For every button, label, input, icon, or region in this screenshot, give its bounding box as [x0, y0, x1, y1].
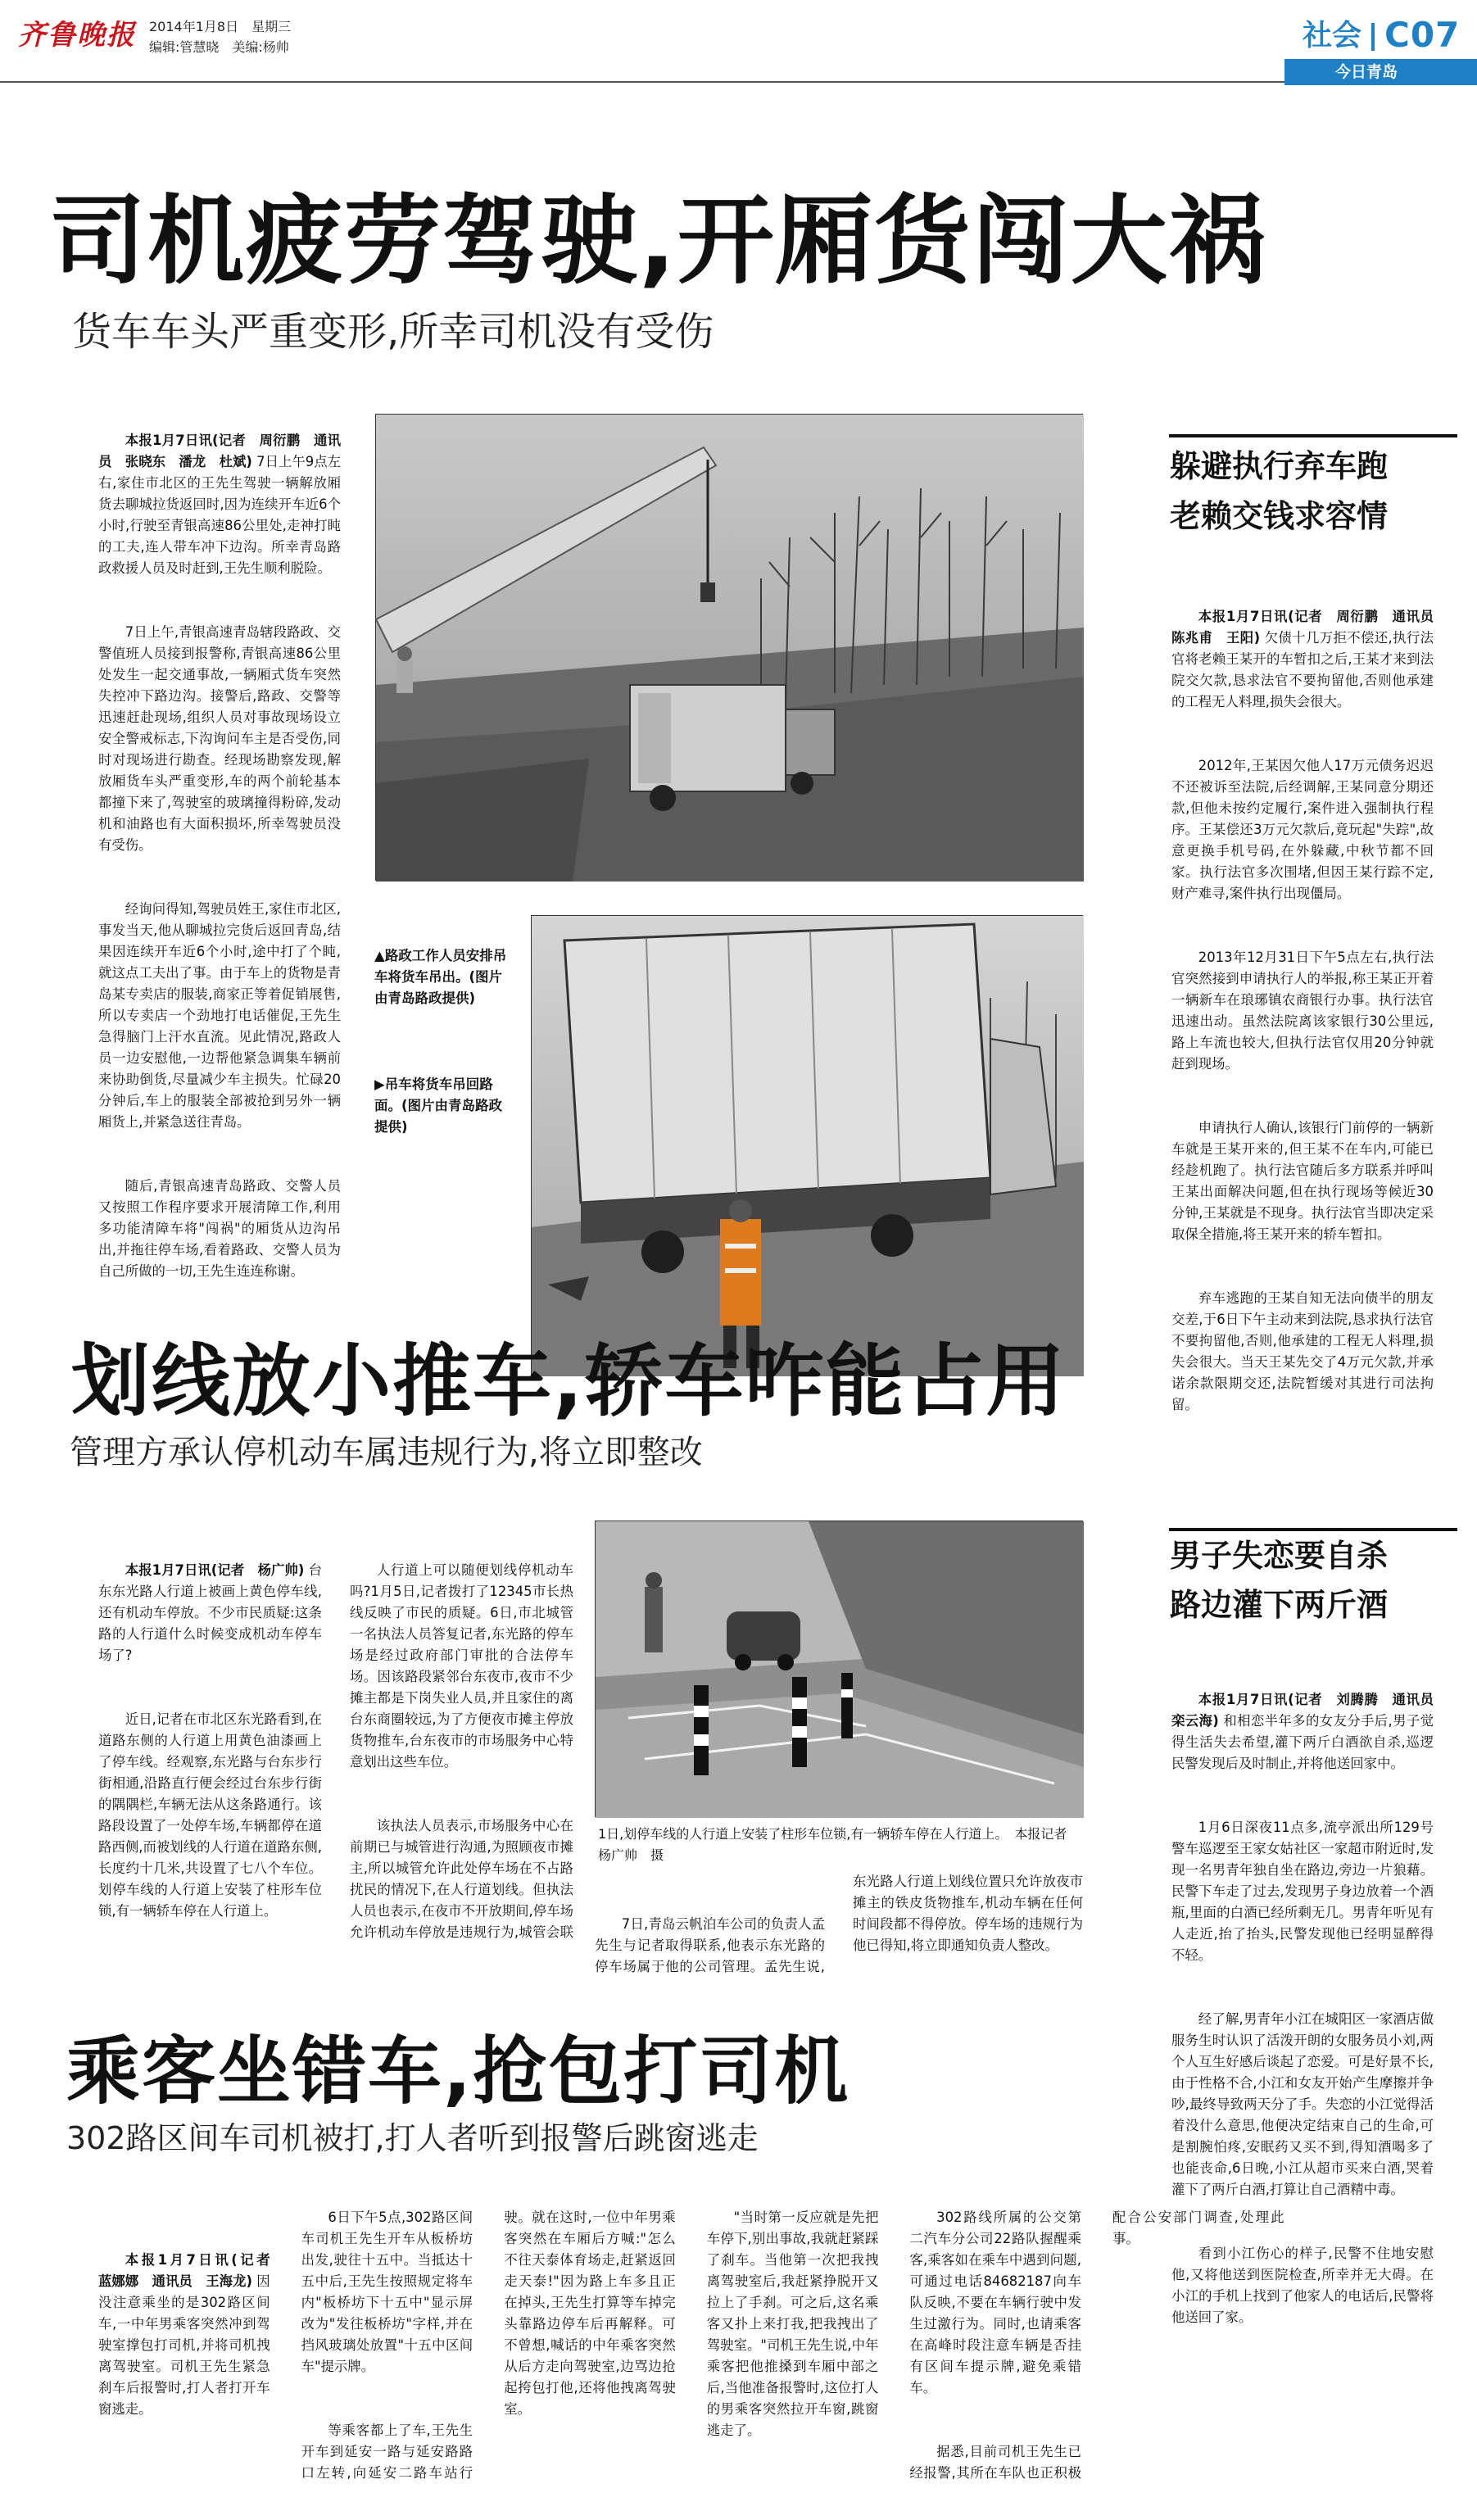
story3-para-2: 6日下午5点,302路区间车司机王先生开车从板桥坊出发,驶往十五中。当抵达十五中后,王先生按照规定将车内"板桥坊下十五中"显示屏改为"发往板桥坊"字样,并在挡风玻璃处放置"十五中区间车"提示牌。 [301, 2210, 473, 2374]
story1-para-3: 经询问得知,驾驶员姓王,家住市北区,事发当天,他从聊城拉完货后返回青岛,结果因连续开车近6个小时,途中打了个盹,就这点工夫出了事。由于车上的货物是青岛某专卖店的服装,商家正等着促销展售,所以专卖店一个劲地打电话催促,王先生急得脑门上汗水直流。见此情况,路政人员一边安慰他,一边帮他紧急调集车辆前来协助倒货,尽量减少车主损失。忙碌20分钟后,车上的服装全部被抢到另外一辆厢货上,并紧急送往青岛。 [98, 901, 341, 1130]
story3-byline: 本报1月7日讯(记者 蓝娜娜 通讯员 王海龙) [98, 2252, 283, 2289]
story2-para-3: 人行道上可以随便划线停机动车吗?1月5日,记者拨打了12345市长热线反映了市民的质疑。6日,市北城管一名执法人员答复记者,东光路的停车场是经过政府部门审批的合法停车场。因该路段紧邻台东夜市,夜市不少摊主都是下岗失业人员,并且家住的离台东商圈较远,为了方便夜市摊主停放货物推车,台东夜市的市场服务中心特意划出这些车位。 [350, 1562, 573, 1770]
story3-para-5: 302路线所属的公交第二汽车分公司22路队握醒乘客,乘客如在乘车中遇到问题,可通过电话84682187向车队反映,不要在车辆行驶中发生过激行为。同时,也请乘客在高峰时段注意车辆是否挂有区间车提示牌,避免乘错车。 [909, 2210, 1081, 2395]
side2-headline-line1: 男子失恋要自杀 [1170, 1538, 1389, 1574]
story3-body [98, 2207, 1284, 2500]
side2-headline-line2: 路边灌下两斤酒 [1170, 1587, 1389, 1623]
story3-para-1: 因没注意乘坐的是302路区间车,一中年男乘客突然冲到驾驶室撑包打司机,并将司机拽离驾驶室。司机王先生紧急刹车后报警时,打人者打开车窗逃走。 [98, 2273, 270, 2417]
story2-subhead: 管理方承认停机动车属违规行为,将立即整改 [70, 1434, 703, 1471]
story1-caption-2: ▶吊车将货车吊回路面。(图片由青岛路政提供) [374, 1076, 503, 1135]
story1-para-4: 随后,青银高速青岛路政、交警人员又按照工作程序要求开展清障工作,利用多功能清障车将"闯祸"的厢货从边沟吊出,并拖往停车场,看着路政、交警人员为自己所做的一切,王先生连连称谢。 [98, 1178, 341, 1279]
sidebar-mid-rule [1169, 1528, 1457, 1531]
sidebar-top-rule [1169, 434, 1457, 437]
story3-para-4: "当时第一反应就是先把车停下,别出事故,我就赶紧踩了刹车。当他第一次把我拽离驾驶室后,我赶紧挣脱开又拉上了手刹。可之后,这名乘客又扑上来打我,把我拽出了驾驶室。"司机王先生说,中年乘客把他推搡到车厢中部之后,当他准备报警时,这位打人的男乘客突然拉开车窗,跳窗逃走了。 [706, 2210, 879, 2438]
side1-body [1171, 564, 1448, 1469]
masthead-rule [0, 81, 1284, 83]
side2-para-1: 和相恋半年多的女友分手后,男子觉得生活失去希望,灌下两斤白酒欲自杀,巡逻民警发现后及时制止,并将他送回家中。 [1171, 1713, 1434, 1771]
side1-para-5: 弃车逃跑的王某自知无法向债半的朋友交差,于6日下午主动来到法院,恳求执行法官不要拘留他,否则,他承建的工程无人料理,损失会很大。当天王某先交了4万元欠款,并承诺余款限期交还,法院暂缓对其进行司法拘留。 [1171, 1290, 1434, 1412]
story1-photo-truck [531, 915, 1083, 1376]
story2-byline: 本报1月7日讯(记者 杨广帅) [125, 1562, 305, 1578]
subsection-label: 今日青岛 [1335, 63, 1398, 81]
story1-caption-1: ▲路政工作人员安排吊车将货车吊出。(图片由青岛路政提供) [374, 948, 507, 1006]
page-number: C07 [1384, 15, 1461, 55]
story2-photo-bollards [595, 1521, 1083, 1817]
story3-subhead: 302路区间车司机被打,打人者听到报警后跳窗逃走 [66, 2120, 759, 2156]
side1-para-4: 申请执行人确认,该银行门前停的一辆新车就是王某开来的,但王某不在车内,可能已经趁机跑了。执行法官随后多方联系并呼叫王某出面解决问题,但在执行现场等候近30分钟,王某就是不现身。执行法官当即决定采取保全措施,将王某开来的轿车暂扣。 [1171, 1120, 1434, 1242]
story1-body [98, 388, 341, 1371]
story1-para-1: 7日上午9点左右,家住市北区的王先生驾驶一辆解放厢货去聊城拉货返回时,因为连续开车近6个小时,行驶至青银高速86公里处,走神打盹的工夫,连人带车冲下边沟。所幸青岛路政救援人员及时赶到,王先生顺利脱险。 [98, 454, 342, 576]
side2-para-2: 1月6日深夜11点多,流亭派出所129号警车巡逻至王家女姑社区一家超市附近时,发现一名男青年独自坐在路边,旁边一片狼藉。民警下车走了过去,发现男子身边放着一个酒瓶,里面的白酒已经所剩无几。男青年听见有人走近,抬了抬头,民警发现他已经明显醉得不轻。 [1171, 1820, 1434, 1963]
story2-headline: 划线放小推车,轿车咋能占用 [71, 1335, 1067, 1427]
story2-para-2: 近日,记者在市北区东光路看到,在道路东侧的人行道上用黄色油漆画上了停车线。经观察,东光路与台东步行街相通,沿路直行便会经过台东步行街的隅隅栏,车辆无法从这条路通行。该路段设置了一处停车场,车辆都停在道路西侧,而被划线的人行道在道路东侧,长度约十几米,共设置了七八个车位。划停车线的人行道上安装了柱形车位锁,有一辆轿车停在人行道上。 [98, 1711, 322, 1919]
side1-para-3: 2013年12月31日下午5点左右,执行法官突然接到申请执行人的举报,称王某正开着一辆新车在琅琊镇农商银行办事。执行法官迅速出动。虽然法院离该家银行30公里远,路上车流也较大,但执行法官仅用20分钟就赶到现场。 [1171, 950, 1434, 1072]
story3-para-6: 据悉,目前司机王先生已经报警,其所在车队也正积极配合公安部门调查,处理此事。 [909, 2210, 1284, 2481]
side1-byline: 本报1月7日讯(记者 周衍鹏 通讯员 陈兆甫 王阳) [1171, 609, 1448, 646]
story2-body [98, 1517, 573, 1947]
story1-para-2: 7日上午,青银高速青岛辖段路政、交警值班人员接到报警称,青银高速86公里处发生一起交通事故,一辆厢式货车突然失控冲下路边沟。接警后,路政、交警等迅速赶赴现场,组织人员对事故现场设立安全警戒标志,下沟询问车主是否受伤,同时对现场进行勘查。经现场勘察发现,解放厢货车头严重变形,车的两个前轮基本都撞下来了,驾驶室的玻璃撞得粉碎,发动机和油路也有大面积损坏,所幸驾驶员没有受伤。 [98, 624, 341, 853]
side1-para-2: 2012年,王某因欠他人17万元债务迟迟不还被诉至法院,后经调解,王某同意分期还款,但他未按约定履行,案件进入强制执行程序。王某偿还3万元欠款后,竟玩起"失踪",故意更换手机号码,在外躲藏,中秋节都不回家。执行法官多次围堵,但因王某行踪不定,财产难寻,案件执行出现僵局。 [1171, 758, 1434, 901]
issue-date: 2014年1月8日 星期三 [149, 19, 292, 34]
side2-byline: 本报1月7日讯(记者 刘腾腾 通讯员 栾云海) [1171, 1692, 1448, 1729]
side2-para-4: 看到小江伤心的样子,民警不住地安慰他,又将他送到医院检查,所幸并无大碍。在小江的手机上找到了他家人的电话后,民警将他送回了家。 [1171, 2246, 1434, 2325]
paper-logo: 齐鲁晚报 [18, 19, 136, 52]
section-title: 社会 [1303, 19, 1362, 52]
story2-para-4: 该执法人员表示,市场服务中心在前期已与城管进行沟通,为照顾夜市摊主,所以城管允许此处停车场在不占路扰民的情况下,在人行道划线。但执法人员也表示,在夜市不开放期间,停车场允许机动车停放是违规行为,城管会联 [350, 1818, 573, 1940]
masthead [0, 0, 1477, 82]
story2-caption: 1日,划停车线的人行道上安装了柱形车位锁,有一辆轿车停在人行道上。 本报记者 杨广帅 摄 [598, 1826, 1081, 1863]
side1-headline-line2: 老赖交钱求容情 [1170, 498, 1389, 534]
side2-para-3: 经了解,男青年小江在城阳区一家酒店做服务生时认识了活泼开朗的女服务员小刘,两个人互生好感后谈起了恋爱。可是好景不长,由于性格不合,小江和女友开始产生摩擦并争吵,最终导致两天分了手。失恋的小江觉得活着没什么意思,他便决定结束自己的生命,可是割腕怕疼,安眠药又买不到,得知酒喝多了也能丧命,6日晚,小江从超市买来白酒,哭着灌下了两斤白酒,打算让自己酒精中毒。 [1171, 2011, 1434, 2197]
editors-line: 编辑:管慧晓 美编:杨帅 [149, 39, 289, 55]
story1-headline: 司机疲劳驾驶,开厢货闯大祸 [49, 184, 1267, 297]
story1-byline: 本报1月7日讯(记者 周衍鹏 通讯员 张晓东 潘龙 杜斌) [98, 433, 341, 469]
side1-headline-line1: 躲避执行弃车跑 [1170, 448, 1389, 484]
section-separator [1371, 23, 1375, 51]
story1-subhead: 货车车头严重变形,所幸司机没有受伤 [72, 309, 714, 355]
story3-para-3: 等乘客都上了车,王先生开车到延安一路与延安路路口左转,向延安二路车站行驶。就在这时,一位中年男乘客突然在车厢后方喊:"怎么不往天泰体育场走,赶紧返回走天泰!"因为路上车多且正在掉头,王先生打算等车掉完头靠路边停车后再解释。可不曾想,喊话的中年乘客突然从后方走向驾驶室,边骂边抢起挎包打他,还将他拽离驾驶室。 [301, 2210, 676, 2481]
story3-headline: 乘客坐错车,抢包打司机 [66, 2028, 850, 2114]
story2-body-col3 [595, 1871, 1083, 1994]
story2-para-5: 7日,青岛云帆泊车公司的负责人孟先生与记者取得联系,他表示东光路的停车场属于他的公司管理。孟先生说,东光路人行道上划线位置只允许放夜市摊主的铁皮货物推车,机动车辆在任何时间段都不得停放。停车场的违规行为他已得知,将立即通知负责人整改。 [595, 1874, 1083, 1974]
side1-para-1: 欠债十几万拒不偿还,执行法官将老赖王某开的车暂扣之后,王某才来到法院交欠款,恳求法官不要拘留他,否则他承建的工程无人料理,损失会很大。 [1171, 630, 1434, 709]
story1-photo-crane [375, 414, 1083, 881]
story2-para-1: 台东东光路人行道上被画上黄色停车线,还有机动车停放。不少市民质疑:这条路的人行道什么时候变成机动车停车场了? [98, 1562, 322, 1663]
side2-body [1171, 1647, 1448, 2384]
